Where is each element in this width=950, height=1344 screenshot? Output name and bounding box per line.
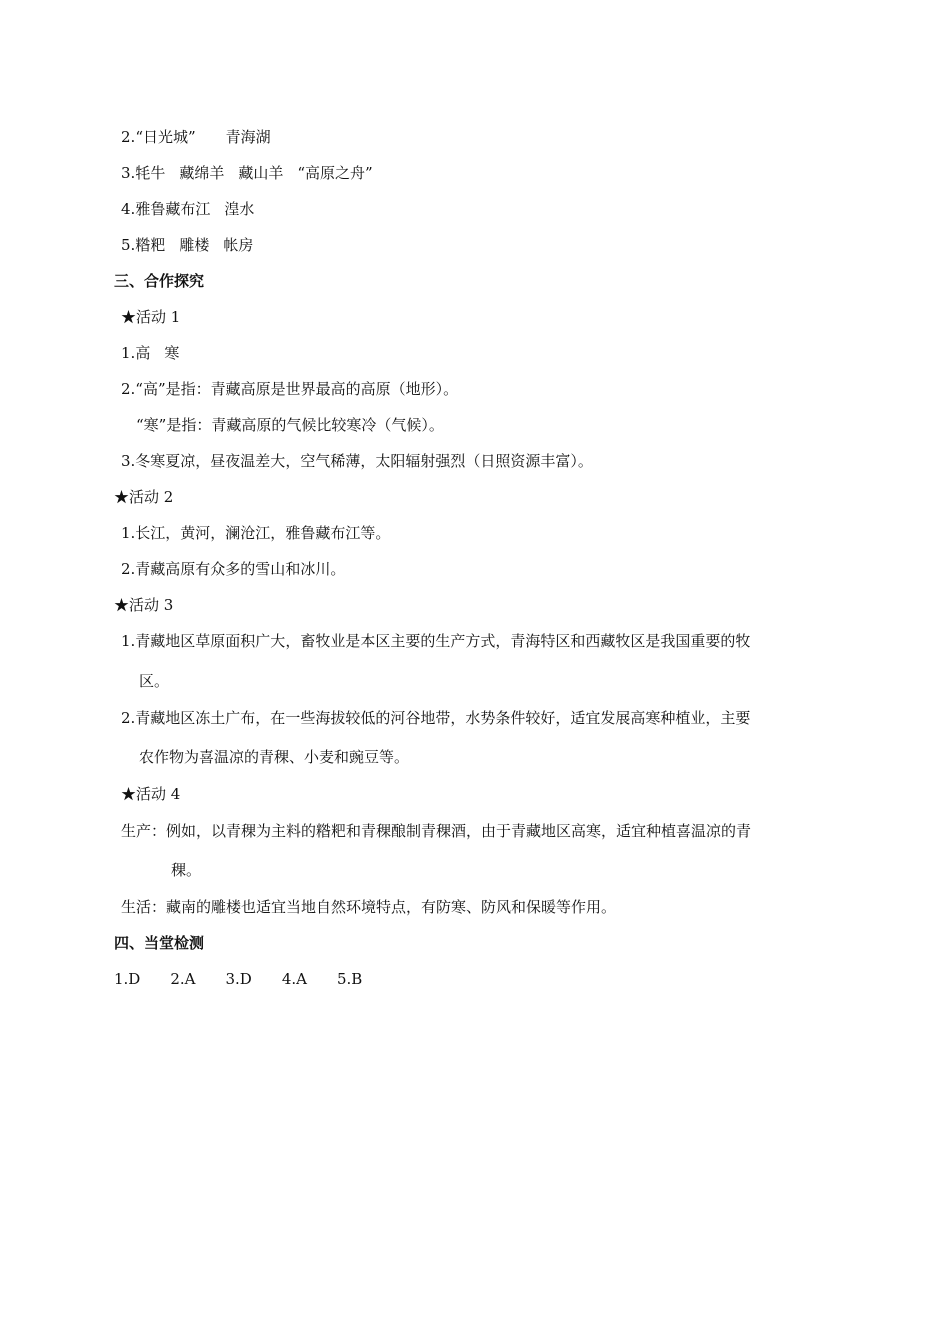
answer-text: 寒 [164, 344, 180, 362]
fill-in-item-4 [121, 199, 254, 219]
fill-in-item-3 [121, 163, 373, 183]
answer-text: 牦牛 [135, 164, 166, 182]
answer-row [114, 969, 362, 989]
activity-4-life: 生活：藏南的雕楼也适宜当地自然环境特点，有防寒、防风和保暖等作用。 [121, 898, 617, 916]
activity-2-title: ★活动 2 [114, 488, 174, 506]
item-number: 5. [121, 236, 136, 254]
answer-text: 高 [135, 344, 151, 362]
item-number: 4. [121, 200, 136, 218]
answer-item: 3.D [225, 970, 252, 988]
answer-text: 帐房 [223, 236, 254, 254]
activity-4-production-b: 稞。 [171, 861, 202, 879]
section-3-title: 三、合作探究 [114, 272, 205, 290]
activity-3-line-2b: 农作物为喜温凉的青稞、小麦和豌豆等。 [139, 748, 410, 766]
fill-in-item-2 [121, 127, 271, 147]
answer-text: 雅鲁藏布江 [135, 200, 211, 218]
activity-1-line-1 [121, 343, 179, 363]
answer-text: 藏山羊 [238, 164, 284, 182]
activity-3-title: ★活动 3 [114, 596, 174, 614]
item-number: 2. [121, 128, 136, 146]
answer-text: 湟水 [224, 200, 255, 218]
activity-4-title: ★活动 4 [121, 785, 181, 803]
answer-text: 雕楼 [179, 236, 210, 254]
answer-text: “日光城” [135, 128, 196, 146]
answer-text: 糌粑 [135, 236, 166, 254]
answer-item: 1.D [114, 970, 141, 988]
answer-item: 5.B [337, 970, 363, 988]
activity-2-line-1: 1.长江，黄河，澜沧江，雅鲁藏布江等。 [121, 524, 391, 542]
activity-2-line-2: 2.青藏高原有众多的雪山和冰川。 [121, 560, 346, 578]
answer-text: “高原之舟” [297, 164, 373, 182]
item-number: 3. [121, 164, 136, 182]
activity-3-line-1b: 区。 [139, 672, 170, 690]
item-number: 1. [121, 344, 136, 362]
fill-in-item-5 [121, 235, 253, 255]
activity-1-line-2: 2.“高”是指：青藏高原是世界最高的高原（地形）。 [121, 380, 459, 398]
activity-4-production-a: 生产：例如，以青稞为主料的糌粑和青稞酿制青稞酒，由于青藏地区高寒，适宜种植喜温凉的青 [121, 822, 752, 840]
activity-1-line-2b: “寒”是指：青藏高原的气候比较寒冷（气候）。 [136, 416, 444, 434]
activity-1-line-3: 3.冬寒夏凉，昼夜温差大，空气稀薄，太阳辐射强烈（日照资源丰富）。 [121, 452, 593, 470]
activity-3-line-2a: 2.青藏地区冻土广布，在一些海拔较低的河谷地带，水势条件较好，适宜发展高寒种植业，主要 [121, 709, 751, 727]
answer-text: 青海湖 [225, 128, 271, 146]
activity-3-line-1a: 1.青藏地区草原面积广大，畜牧业是本区主要的生产方式，青海特区和西藏牧区是我国重要的牧 [121, 632, 751, 650]
activity-1-title: ★活动 1 [121, 308, 181, 326]
answer-item: 2.A [170, 970, 196, 988]
section-4-title: 四、当堂检测 [114, 934, 205, 952]
answer-item: 4.A [281, 970, 307, 988]
answer-text: 藏绵羊 [179, 164, 225, 182]
